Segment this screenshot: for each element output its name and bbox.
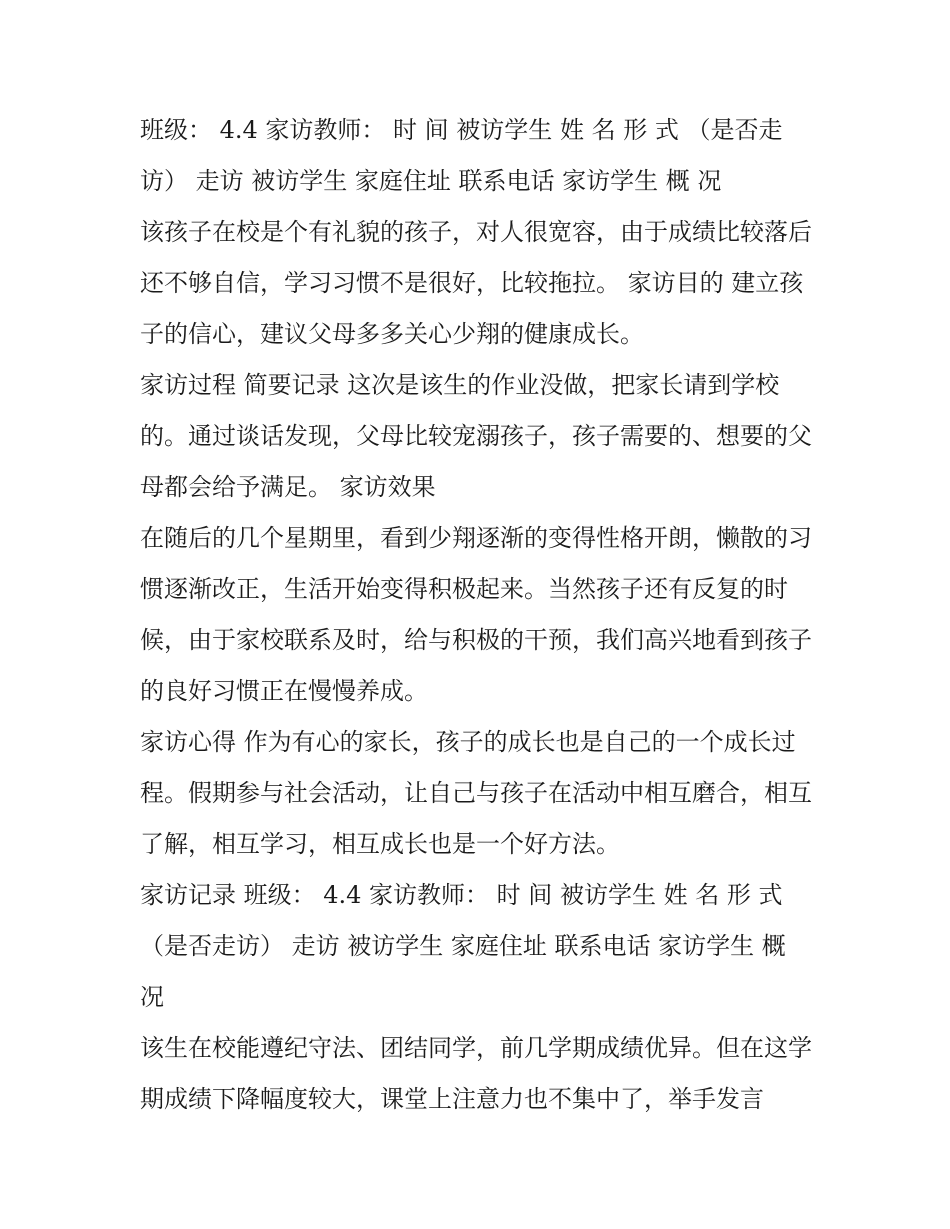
document-body	[140, 105, 812, 1125]
paragraph-second-record-header: 家访记录 班级： 4.4 家访教师： 时 间 被访学生 姓 名 形 式 （是否走访） 走访 被访学生 家庭住址 联系电话 家访学生 概 况	[140, 881, 786, 1011]
paragraph-visit-info-header: 班级： 4.4 家访教师： 时 间 被访学生 姓 名 形 式 （是否走访） 走访 被访学生 家庭住址 联系电话 家访学生 概 况	[140, 116, 783, 195]
paragraph-student-overview: 该孩子在校是个有礼貌的孩子，对人很宽容，由于成绩比较落后还不够自信，学习习惯不是很好，比较拖拉。 家访目的 建立孩子的信心，建议父母多多关心少翔的健康成长。	[140, 218, 812, 348]
paragraph-visit-effect: 在随后的几个星期里，看到少翔逐渐的变得性格开朗，懒散的习惯逐渐改正，生活开始变得积极起来。当然孩子还有反复的时候，由于家校联系及时，给与积极的干预，我们高兴地看到孩子的良好习惯正在慢慢养成。	[140, 524, 812, 705]
paragraph-visit-reflection: 家访心得 作为有心的家长，孩子的成长也是自己的一个成长过程。假期参与社会活动，让自己与孩子在活动中相互磨合，相互了解，相互学习，相互成长也是一个好方法。	[140, 728, 812, 858]
paragraph-second-student-overview: 该生在校能遵纪守法、团结同学，前几学期成绩优异。但在这学期成绩下降幅度较大，课堂上注意力也不集中了，举手发言	[140, 1034, 812, 1113]
paragraph-visit-process: 家访过程 简要记录 这次是该生的作业没做，把家长请到学校的。通过谈话发现，父母比较宠溺孩子，孩子需要的、想要的父母都会给予满足。 家访效果	[140, 371, 812, 501]
